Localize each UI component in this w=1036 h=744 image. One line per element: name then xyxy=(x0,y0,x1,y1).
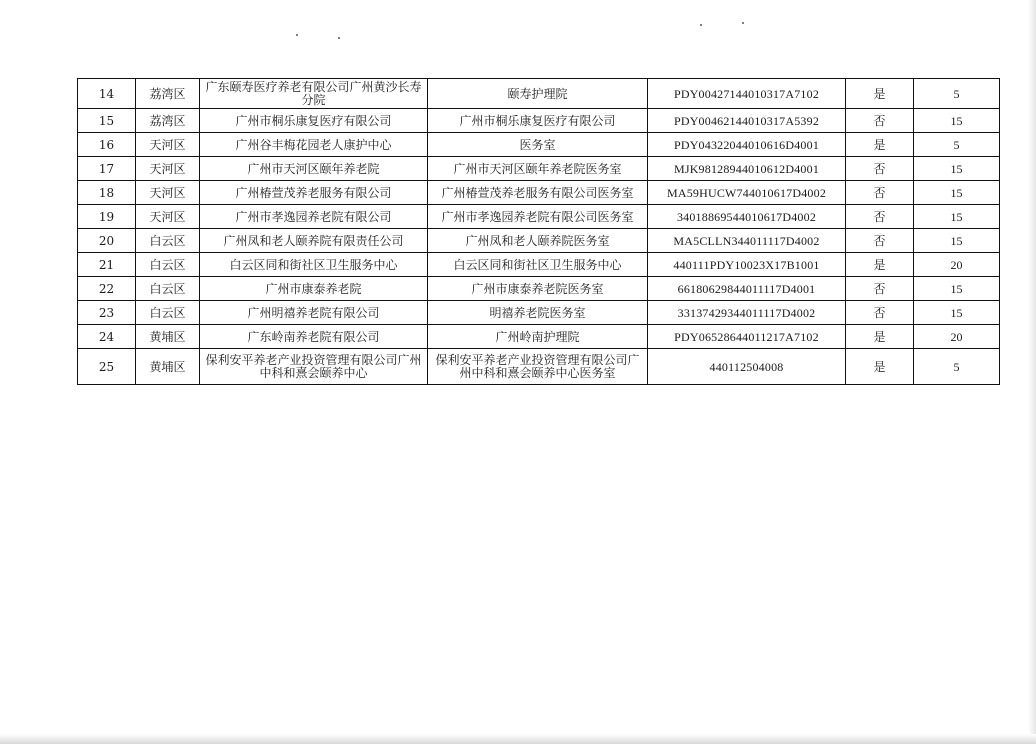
district-cell: 荔湾区 xyxy=(136,109,200,133)
code-cell: PDY04322044010616D4001 xyxy=(648,133,846,157)
institution-cell: 保利安平养老产业投资管理有限公司广州中科和熹会颐养中心医务室 xyxy=(428,349,648,385)
district-cell: 白云区 xyxy=(136,277,200,301)
organization-cell: 广州明禧养老院有限公司 xyxy=(200,301,428,325)
code-cell: MA59HUCW744010617D4002 xyxy=(648,181,846,205)
scan-edge-shadow xyxy=(0,734,1036,744)
institution-cell: 明禧养老院医务室 xyxy=(428,301,648,325)
table-row xyxy=(78,157,1000,181)
scan-speck xyxy=(700,24,702,26)
row-number: 21 xyxy=(78,253,136,277)
yes-no-cell: 否 xyxy=(846,229,914,253)
number-cell: 5 xyxy=(914,133,1000,157)
district-cell: 黄埔区 xyxy=(136,349,200,385)
row-number: 22 xyxy=(78,277,136,301)
yes-no-cell: 是 xyxy=(846,325,914,349)
district-cell: 天河区 xyxy=(136,157,200,181)
number-cell: 5 xyxy=(914,79,1000,109)
district-cell: 白云区 xyxy=(136,301,200,325)
table-row xyxy=(78,79,1000,109)
table-row xyxy=(78,133,1000,157)
organization-cell: 广州市康泰养老院 xyxy=(200,277,428,301)
code-cell: MA5CLLN344011117D4002 xyxy=(648,229,846,253)
table-row xyxy=(78,181,1000,205)
district-cell: 白云区 xyxy=(136,253,200,277)
code-cell: 440111PDY10023X17B1001 xyxy=(648,253,846,277)
district-cell: 白云区 xyxy=(136,229,200,253)
table-row xyxy=(78,205,1000,229)
institution-cell: 广州市桐乐康复医疗有限公司 xyxy=(428,109,648,133)
row-number: 17 xyxy=(78,157,136,181)
code-cell: PDY00427144010317A7102 xyxy=(648,79,846,109)
yes-no-cell: 否 xyxy=(846,109,914,133)
organization-cell: 广州凤和老人颐养院有限责任公司 xyxy=(200,229,428,253)
row-number: 19 xyxy=(78,205,136,229)
row-number: 15 xyxy=(78,109,136,133)
code-cell: PDY00462144010317A5392 xyxy=(648,109,846,133)
yes-no-cell: 是 xyxy=(846,79,914,109)
institution-cell: 广州市天河区颐年养老院医务室 xyxy=(428,157,648,181)
table-row xyxy=(78,109,1000,133)
records-table xyxy=(77,78,1000,385)
yes-no-cell: 否 xyxy=(846,301,914,325)
row-number: 23 xyxy=(78,301,136,325)
table-row xyxy=(78,301,1000,325)
institution-cell: 颐寿护理院 xyxy=(428,79,648,109)
institution-cell: 广州市康泰养老院医务室 xyxy=(428,277,648,301)
table-row xyxy=(78,277,1000,301)
row-number: 25 xyxy=(78,349,136,385)
number-cell: 15 xyxy=(914,181,1000,205)
table-row xyxy=(78,349,1000,385)
organization-cell: 广东颐寿医疗养老有限公司广州黄沙长寿分院 xyxy=(200,79,428,109)
yes-no-cell: 是 xyxy=(846,133,914,157)
code-cell: 34018869544010617D4002 xyxy=(648,205,846,229)
institution-cell: 广州凤和老人颐养院医务室 xyxy=(428,229,648,253)
organization-cell: 广州市孝逸园养老院有限公司 xyxy=(200,205,428,229)
code-cell: MJK98128944010612D4001 xyxy=(648,157,846,181)
yes-no-cell: 否 xyxy=(846,157,914,181)
code-cell: PDY06528644011217A7102 xyxy=(648,325,846,349)
scan-speck xyxy=(296,34,298,36)
row-number: 18 xyxy=(78,181,136,205)
table-row xyxy=(78,325,1000,349)
number-cell: 15 xyxy=(914,301,1000,325)
number-cell: 20 xyxy=(914,253,1000,277)
row-number: 14 xyxy=(78,79,136,109)
code-cell: 33137429344011117D4002 xyxy=(648,301,846,325)
institution-cell: 广州岭南护理院 xyxy=(428,325,648,349)
organization-cell: 广州市桐乐康复医疗有限公司 xyxy=(200,109,428,133)
yes-no-cell: 否 xyxy=(846,205,914,229)
district-cell: 天河区 xyxy=(136,181,200,205)
yes-no-cell: 否 xyxy=(846,277,914,301)
institution-cell: 广州椿萱茂养老服务有限公司医务室 xyxy=(428,181,648,205)
institution-cell: 广州市孝逸园养老院有限公司医务室 xyxy=(428,205,648,229)
row-number: 20 xyxy=(78,229,136,253)
district-cell: 天河区 xyxy=(136,205,200,229)
organization-cell: 广州谷丰梅花园老人康护中心 xyxy=(200,133,428,157)
organization-cell: 广州椿萱茂养老服务有限公司 xyxy=(200,181,428,205)
organization-cell: 广东岭南养老院有限公司 xyxy=(200,325,428,349)
scan-speck xyxy=(742,22,744,24)
scan-speck xyxy=(338,37,340,39)
institution-cell: 医务室 xyxy=(428,133,648,157)
code-cell: 66180629844011117D4001 xyxy=(648,277,846,301)
table-row xyxy=(78,253,1000,277)
district-cell: 荔湾区 xyxy=(136,79,200,109)
number-cell: 5 xyxy=(914,349,1000,385)
district-cell: 天河区 xyxy=(136,133,200,157)
yes-no-cell: 否 xyxy=(846,181,914,205)
row-number: 16 xyxy=(78,133,136,157)
number-cell: 20 xyxy=(914,325,1000,349)
table-row xyxy=(78,229,1000,253)
organization-cell: 保利安平养老产业投资管理有限公司广州中科和熹会颐养中心 xyxy=(200,349,428,385)
organization-cell: 广州市天河区颐年养老院 xyxy=(200,157,428,181)
code-cell: 440112504008 xyxy=(648,349,846,385)
number-cell: 15 xyxy=(914,109,1000,133)
number-cell: 15 xyxy=(914,157,1000,181)
institution-cell: 白云区同和街社区卫生服务中心 xyxy=(428,253,648,277)
organization-cell: 白云区同和街社区卫生服务中心 xyxy=(200,253,428,277)
row-number: 24 xyxy=(78,325,136,349)
yes-no-cell: 是 xyxy=(846,253,914,277)
yes-no-cell: 是 xyxy=(846,349,914,385)
number-cell: 15 xyxy=(914,277,1000,301)
district-cell: 黄埔区 xyxy=(136,325,200,349)
number-cell: 15 xyxy=(914,229,1000,253)
scan-edge-shadow xyxy=(1028,0,1036,744)
number-cell: 15 xyxy=(914,205,1000,229)
